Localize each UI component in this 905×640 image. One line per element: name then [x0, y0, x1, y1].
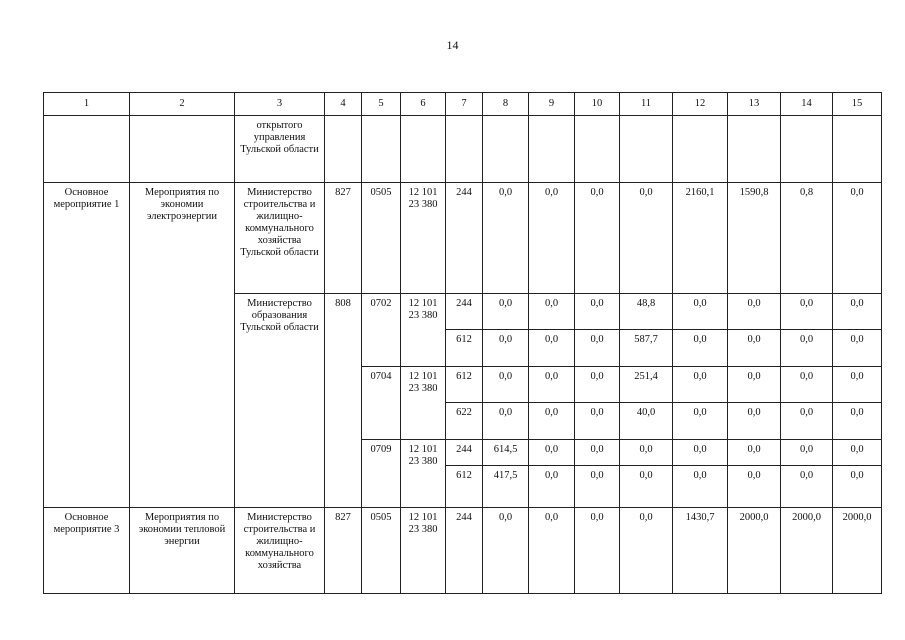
expense-type-cell: 622 — [446, 403, 483, 440]
grbs-cell: 827 — [325, 508, 362, 594]
expense-type-cell: 244 — [446, 183, 483, 294]
section-cell: 0505 — [362, 183, 401, 294]
header-cell: 4 — [325, 93, 362, 116]
value-cell: 0,0 — [673, 330, 728, 367]
organization-cell: Министерство строительства и жилищно-коммунального хозяйства — [235, 508, 325, 594]
value-cell: 0,0 — [575, 183, 620, 294]
value-cell: 614,5 — [483, 440, 529, 466]
expense-type-cell: 612 — [446, 367, 483, 403]
expense-type-cell: 244 — [446, 440, 483, 466]
organization-cell: Министерство строительства и жилищно-коммунального хозяйства Тульской области — [235, 183, 325, 294]
header-cell: 13 — [728, 93, 781, 116]
measure-title: Мероприятия по экономии тепловой энергии — [130, 508, 235, 594]
value-cell: 0,0 — [575, 440, 620, 466]
value-cell: 0,0 — [529, 440, 575, 466]
target-article-cell: 12 101 23 380 — [401, 294, 446, 367]
expense-type-cell: 612 — [446, 466, 483, 508]
value-cell: 0,0 — [728, 330, 781, 367]
value-cell: 0,0 — [620, 466, 673, 508]
section-cell: 0704 — [362, 367, 401, 440]
value-cell: 0,0 — [529, 367, 575, 403]
value-cell: 0,0 — [483, 403, 529, 440]
value-cell: 0,0 — [620, 508, 673, 594]
header-cell: 11 — [620, 93, 673, 116]
value-cell: 0,8 — [781, 183, 833, 294]
measure-title: Мероприятия по экономии электроэнергии — [130, 183, 235, 508]
value-cell: 0,0 — [833, 403, 882, 440]
value-cell: 1590,8 — [728, 183, 781, 294]
expense-type-cell: 244 — [446, 294, 483, 330]
header-cell: 2 — [130, 93, 235, 116]
value-cell: 0,0 — [673, 294, 728, 330]
measure-name: Основное мероприятие 3 — [44, 508, 130, 594]
value-cell: 0,0 — [575, 330, 620, 367]
value-cell: 40,0 — [620, 403, 673, 440]
measure-name: Основное мероприятие 1 — [44, 183, 130, 508]
organization-cell: Министерство образования Тульской области — [235, 294, 325, 508]
value-cell: 0,0 — [483, 367, 529, 403]
table-row — [44, 508, 882, 594]
value-cell: 587,7 — [620, 330, 673, 367]
section-cell: 0702 — [362, 294, 401, 367]
value-cell: 0,0 — [781, 440, 833, 466]
value-cell: 0,0 — [483, 183, 529, 294]
header-row — [44, 93, 882, 116]
value-cell: 0,0 — [483, 330, 529, 367]
organization-cell: открытого управления Тульской области — [235, 116, 325, 183]
header-cell: 6 — [401, 93, 446, 116]
value-cell: 0,0 — [673, 403, 728, 440]
value-cell: 0,0 — [781, 367, 833, 403]
header-cell: 10 — [575, 93, 620, 116]
value-cell: 2000,0 — [728, 508, 781, 594]
header-cell: 12 — [673, 93, 728, 116]
header-cell: 15 — [833, 93, 882, 116]
header-cell: 1 — [44, 93, 130, 116]
target-article-cell: 12 101 23 380 — [401, 508, 446, 594]
value-cell: 0,0 — [483, 294, 529, 330]
value-cell: 0,0 — [575, 403, 620, 440]
value-cell: 0,0 — [575, 508, 620, 594]
page-number: 14 — [446, 38, 459, 52]
value-cell: 0,0 — [529, 294, 575, 330]
value-cell: 0,0 — [529, 508, 575, 594]
value-cell: 0,0 — [620, 183, 673, 294]
value-cell: 0,0 — [529, 403, 575, 440]
value-cell: 2160,1 — [673, 183, 728, 294]
section-cell: 0505 — [362, 508, 401, 594]
header-cell: 8 — [483, 93, 529, 116]
grbs-cell: 827 — [325, 183, 362, 294]
value-cell: 0,0 — [781, 294, 833, 330]
value-cell: 0,0 — [483, 508, 529, 594]
value-cell: 417,5 — [483, 466, 529, 508]
value-cell: 0,0 — [673, 440, 728, 466]
value-cell: 0,0 — [781, 330, 833, 367]
value-cell: 0,0 — [833, 466, 882, 508]
value-cell: 251,4 — [620, 367, 673, 403]
value-cell: 0,0 — [728, 440, 781, 466]
value-cell: 48,8 — [620, 294, 673, 330]
value-cell: 0,0 — [620, 440, 673, 466]
header-cell: 7 — [446, 93, 483, 116]
value-cell: 0,0 — [781, 466, 833, 508]
value-cell: 0,0 — [575, 466, 620, 508]
expense-type-cell: 612 — [446, 330, 483, 367]
header-cell: 14 — [781, 93, 833, 116]
value-cell: 0,0 — [529, 466, 575, 508]
value-cell: 0,0 — [833, 440, 882, 466]
value-cell: 0,0 — [833, 294, 882, 330]
value-cell: 0,0 — [673, 367, 728, 403]
value-cell: 0,0 — [575, 367, 620, 403]
header-cell: 3 — [235, 93, 325, 116]
value-cell: 0,0 — [728, 466, 781, 508]
table-row — [44, 183, 882, 294]
header-cell: 9 — [529, 93, 575, 116]
value-cell: 0,0 — [833, 183, 882, 294]
budget-table — [43, 92, 882, 594]
section-cell: 0709 — [362, 440, 401, 508]
header-cell: 5 — [362, 93, 401, 116]
value-cell: 0,0 — [728, 367, 781, 403]
value-cell: 0,0 — [833, 367, 882, 403]
value-cell: 0,0 — [728, 294, 781, 330]
target-article-cell: 12 101 23 380 — [401, 183, 446, 294]
value-cell: 2000,0 — [781, 508, 833, 594]
expense-type-cell: 244 — [446, 508, 483, 594]
value-cell: 0,0 — [833, 330, 882, 367]
table-row — [44, 116, 882, 183]
value-cell: 1430,7 — [673, 508, 728, 594]
value-cell: 0,0 — [529, 330, 575, 367]
grbs-cell: 808 — [325, 294, 362, 508]
value-cell: 0,0 — [575, 294, 620, 330]
target-article-cell: 12 101 23 380 — [401, 440, 446, 508]
value-cell: 0,0 — [781, 403, 833, 440]
value-cell: 2000,0 — [833, 508, 882, 594]
value-cell: 0,0 — [728, 403, 781, 440]
target-article-cell: 12 101 23 380 — [401, 367, 446, 440]
value-cell: 0,0 — [673, 466, 728, 508]
value-cell: 0,0 — [529, 183, 575, 294]
